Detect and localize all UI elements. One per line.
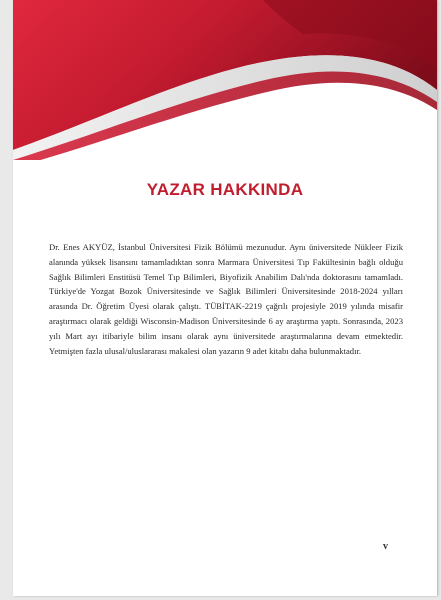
book-page [13, 0, 437, 596]
page-title: YAZAR HAKKINDA [146, 180, 304, 199]
page-number: v [383, 541, 388, 552]
author-bio-paragraph: Dr. Enes AKYÜZ, İstanbul Üniversitesi Fizik Bölümü mezunudur. Aynı üniversitede Nükleer Fizik alanında yüksek lisansını tamamladıktan sonra Marmara Üniversitesi Tıp Fakültesinin bağlı olduğu Sağlık Bilimleri Enstitüsü Temel Tıp Bilimleri, Biyofizik Anabilim Dalı'nda doktorasını tamamladı. Türkiye'de Yozgat Bozok Üniversitesinde ve Sağlık Bilimleri Üniversitesinde 2018-2024 yılları arasında Dr. Öğretim Üyesi olarak çalıştı. TÜBİTAK-2219 çağrılı projesiyle 2019 yılında misafir araştırmacı olarak geldiği Wisconsin-Madison Üniversitesinde 6 ay araştırma yaptı. Sonrasında, 2023 yılı Mart ayı itibariyle bilim insanı olarak aynı üniversitede araştırmalarına devam etmektedir. Yetmişten fazla ulusal/uluslararası makalesi olan yazarın 9 adet kitabı daha bulunmaktadır. [49, 242, 403, 356]
header-wave-banner [13, 0, 437, 160]
